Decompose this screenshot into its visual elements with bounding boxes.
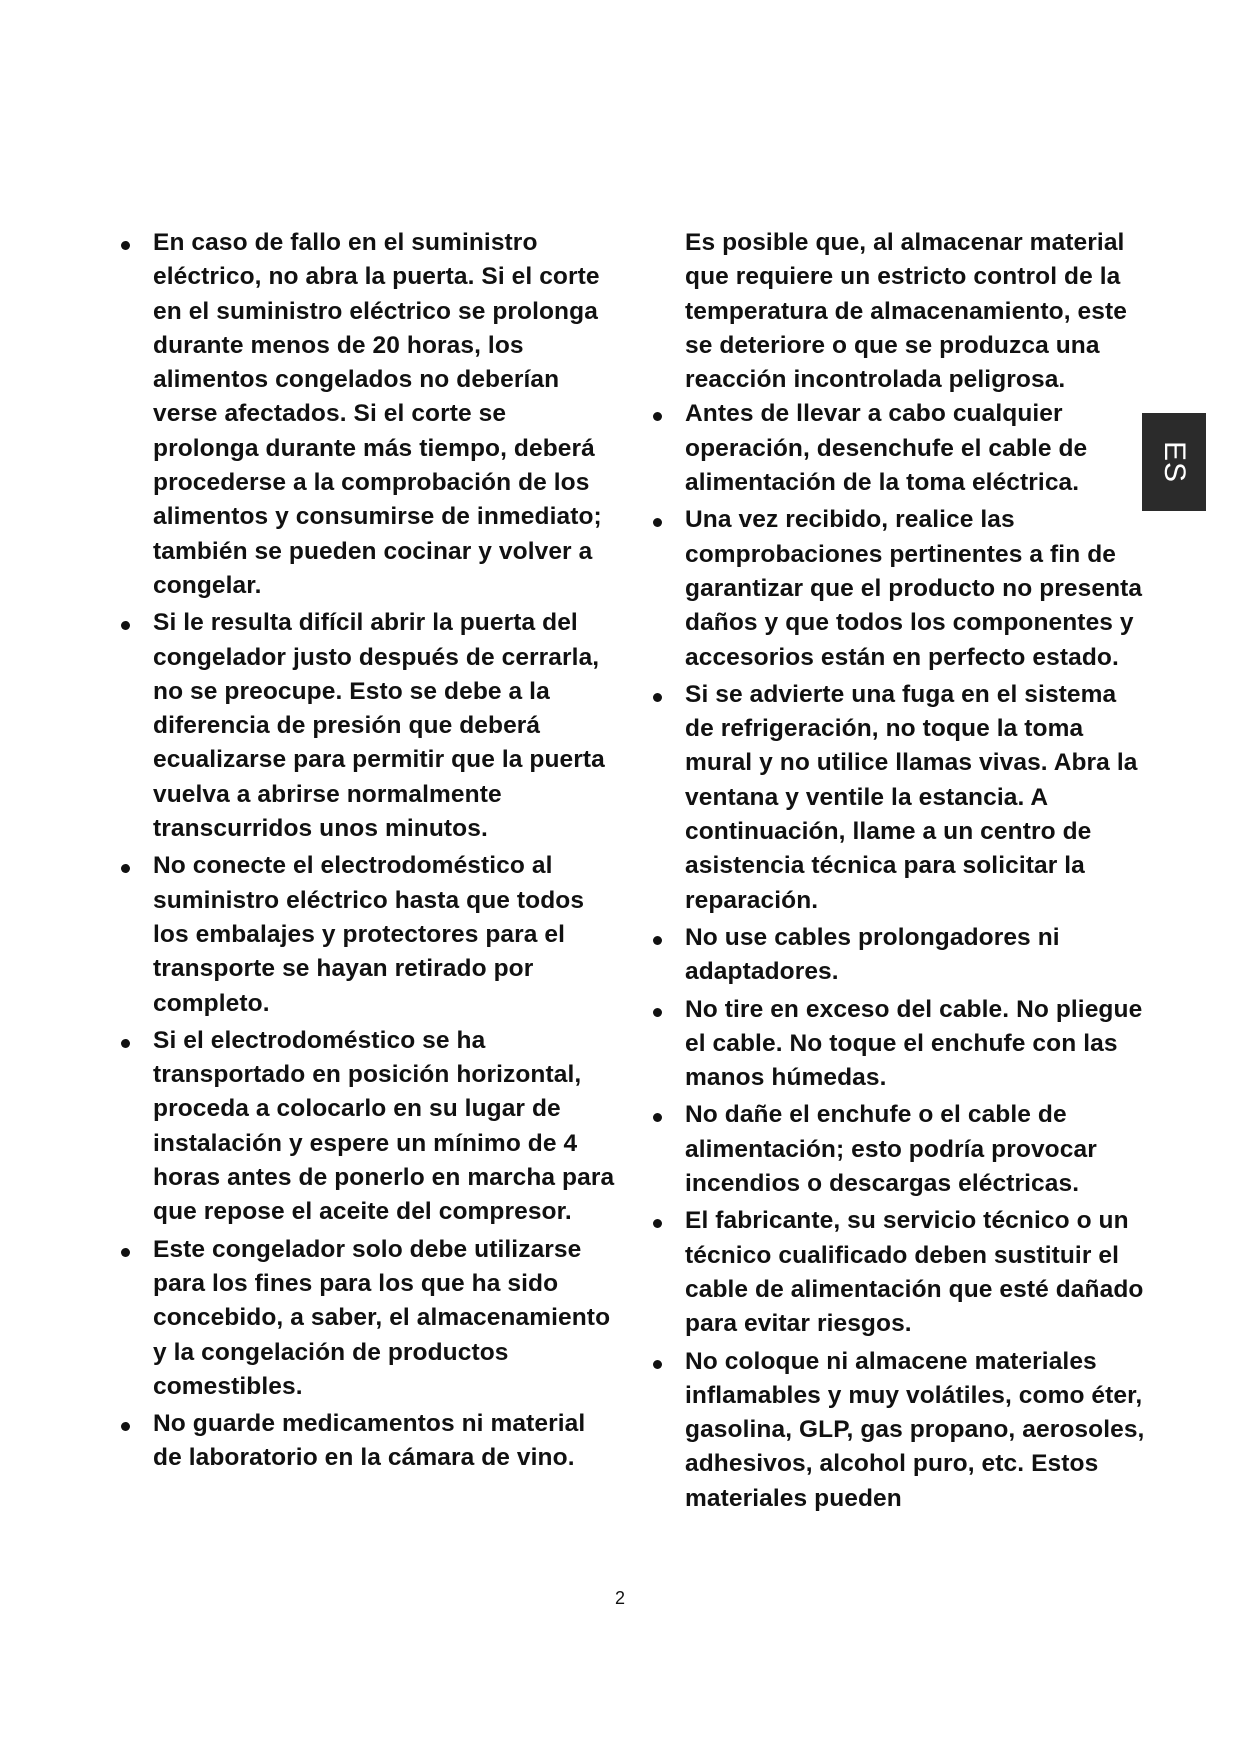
list-item-text: No coloque ni almacene materiales inflamables y muy volátiles, como éter, gasolina, GLP, gas propano, aerosoles, adhesivos, alcohol puro, etc. Estos materiales pueden [685,1347,1145,1512]
right-column [650,226,1150,1519]
bullet-icon [653,518,662,527]
bullet-icon [121,1422,130,1431]
list-item [118,606,618,846]
bullet-icon [653,1008,662,1017]
list-item-text: No dañe el enchufe o el cable de alimentación; esto podría provocar incendios o descargas eléctricas. [685,1101,1097,1198]
list-item-text: Si el electrodoméstico se ha transportado en posición horizontal, proceda a colocarlo en su lugar de instalación y espere un mínimo de 4 horas antes de ponerlo en marcha para que repose el aceite del compresor. [153,1026,615,1226]
bullet-icon [121,621,130,630]
list-item-text: Una vez recibido, realice las comprobaciones pertinentes a fin de garantizar que el producto no presenta daños y que todos los componentes y accesorios están en perfecto estado. [685,506,1143,671]
bullet-icon [121,1039,130,1048]
list-item-text: No use cables prolongadores ni adaptadores. [685,923,1060,986]
bullet-icon [653,412,662,421]
bullet-icon [121,1248,130,1257]
list-item [650,1204,1150,1341]
list-item-text: El fabricante, su servicio técnico o un técnico cualificado deben sustituir el cable de alimentación que esté dañado para evitar riesgos. [685,1207,1144,1338]
list-item-text: Si se advierte una fuga en el sistema de refrigeración, no toque la toma mural y no utilice llamas vivas. Abra la ventana y ventile la estancia. A continuación, llame a un centro de asistencia técnica para solicitar la reparación. [685,680,1138,914]
list-item [650,678,1150,918]
bullet-icon [653,1113,662,1122]
left-bullet-list [118,226,618,1476]
list-item [650,397,1150,500]
language-tab-label: ES [1158,440,1191,484]
list-item-text: No tire en exceso del cable. No pliegue el cable. No toque el enchufe con las manos húmedas. [685,995,1143,1092]
bullet-icon [653,693,662,702]
list-item-text: Este congelador solo debe utilizarse para los fines para los que ha sido concebido, a saber, el almacenamiento y la congelación de productos comestibles. [153,1235,611,1400]
list-item-text: Si le resulta difícil abrir la puerta del congelador justo después de cerrarla, no se preocupe. Esto se debe a la diferencia de presión que deberá ecualizarse para permitir que la puerta vuelva a abrirse normalmente transcurridos unos minutos. [153,609,605,843]
list-item [118,1407,618,1476]
left-column [118,226,618,1479]
bullet-icon [653,1360,662,1369]
bullet-icon [121,241,130,250]
bullet-icon [653,1219,662,1228]
list-item [118,1024,618,1230]
list-item [650,503,1150,674]
continuation-paragraph: Es posible que, al almacenar material que requiere un estricto control de la temperatura de almacenamiento, este se deteriore o que se produzca una reacción incontrolada peligrosa. [685,229,1127,394]
list-item-text: En caso de fallo en el suministro eléctrico, no abra la puerta. Si el corte en el suministro eléctrico se prolonga durante menos de 20 horas, los alimentos congelados no deberían verse afectados. Si el corte se prolonga durante más tiempo, deberá procederse a la comprobación de los alimentos y consumirse de inmediato; también se pueden cocinar y volver a congelar. [153,229,602,599]
list-item [650,921,1150,990]
page-number: 2 [614,1588,625,1608]
list-item [118,849,618,1020]
list-item-text: Antes de llevar a cabo cualquier operación, desenchufe el cable de alimentación de la toma eléctrica. [685,400,1088,497]
list-item [118,1233,618,1404]
list-item [650,993,1150,1096]
list-item-text: No conecte el electrodoméstico al suministro eléctrico hasta que todos los embalajes y protectores para el transporte se hayan retirado por completo. [153,852,585,1017]
right-bullet-list [650,397,1150,1516]
list-item-text: No guarde medicamentos ni material de laboratorio en la cámara de vino. [153,1410,586,1472]
list-item [650,1098,1150,1201]
language-tab [1142,413,1206,511]
bullet-icon [121,864,130,873]
list-item [118,226,618,603]
bullet-icon [653,936,662,945]
list-item [650,1345,1150,1516]
